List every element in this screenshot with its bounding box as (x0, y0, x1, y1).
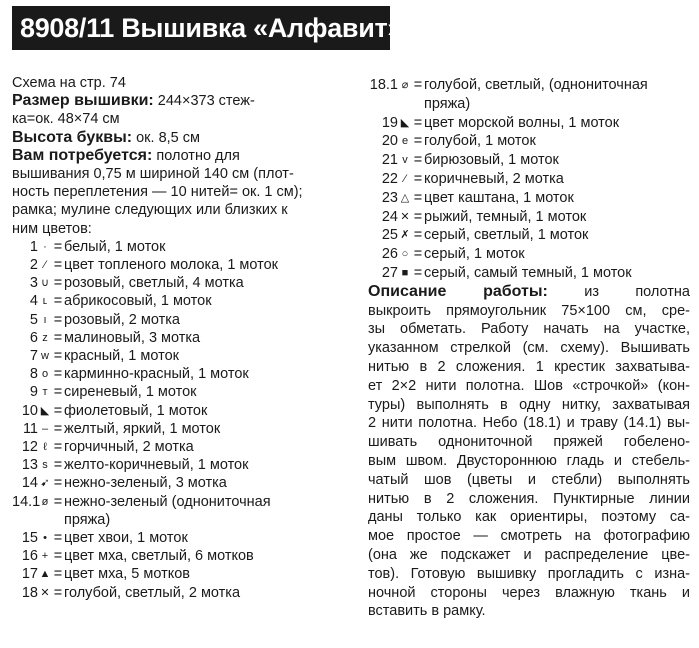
color-number: 21 (381, 152, 398, 169)
color-list-item (368, 264, 690, 283)
equals-sign: = (53, 584, 63, 601)
color-number: 11 (22, 420, 38, 437)
size-value: 244×373 стеж- (157, 93, 255, 110)
materials-line: ним цветов: (12, 220, 92, 237)
color-list-item (12, 329, 352, 347)
color-number: 13 (21, 457, 38, 474)
color-description: голубой, светлый, 2 мотка (64, 584, 241, 601)
stitch-symbol: w (41, 350, 49, 363)
color-number: 7 (29, 348, 38, 365)
stitch-symbol: – (41, 422, 49, 435)
equals-sign: = (413, 77, 423, 93)
equals-sign: = (413, 227, 423, 244)
color-number: 25 (381, 227, 398, 244)
color-description: цвет хвои, 1 моток (64, 530, 188, 547)
color-number: 2 (29, 257, 38, 274)
color-number: 18 (21, 584, 38, 601)
equals-sign: = (413, 189, 423, 206)
color-description: розовый, светлый, 4 мотка (64, 275, 244, 292)
stitch-symbol: • (43, 532, 47, 545)
stitch-symbol: ✕ (400, 210, 410, 223)
description-label: Описание работы: (368, 282, 548, 300)
color-description: малиновый, 3 мотка (64, 329, 201, 346)
color-list-item (12, 274, 352, 292)
materials-line: вышивания 0,75 м шириной 140 см (плот- (12, 166, 294, 183)
color-description: карминно-красный, 1 моток (64, 366, 249, 383)
equals-sign: = (53, 457, 63, 474)
color-description-continued: пряжа) (64, 511, 111, 528)
equals-sign: = (53, 439, 63, 456)
description-line: даны только как ориентиры, поэтому са- (368, 509, 690, 526)
letter-height-value: ок. 8,5 см (136, 129, 200, 146)
description-line (368, 283, 690, 302)
color-description: цвет мха, 5 мотков (64, 566, 190, 583)
color-number: 6 (29, 329, 38, 346)
color-list-item (12, 311, 352, 329)
color-list-item (12, 565, 352, 583)
stitch-symbol: ʟ (42, 295, 48, 308)
color-description-continued: пряжа) (424, 95, 471, 112)
description-line: зы обметать. Работу начать на участке, (368, 321, 690, 338)
stitch-symbol: ∪ (40, 277, 50, 290)
color-number: 4 (29, 293, 38, 310)
stitch-symbol: ⌀ (401, 79, 409, 91)
equals-sign: = (413, 133, 423, 150)
equals-sign: = (53, 275, 63, 292)
scheme-reference: Схема на стр. 74 (12, 75, 126, 91)
color-description: красный, 1 моток (64, 348, 180, 365)
color-description: цвет мха, светлый, 6 мотков (64, 548, 254, 565)
equals-sign: = (53, 366, 63, 383)
stitch-symbol: ı (43, 313, 47, 326)
color-description: желтый, яркий, 1 моток (64, 420, 221, 437)
color-number: 9 (29, 384, 38, 401)
color-list-item (368, 226, 690, 245)
description-line: вставить в рамку. (368, 603, 486, 620)
color-number: 10 (21, 402, 38, 419)
color-number: 22 (381, 170, 398, 187)
color-list-item (12, 438, 352, 456)
equals-sign: = (53, 293, 63, 310)
color-list-left (12, 238, 352, 602)
description-line: ет 2×2 нити полотна. Шов «строчкой» (кон- (368, 377, 690, 394)
description-line: ночной стороны через влажную ткань и (368, 584, 690, 601)
description-line: вым швом. Двустороннюю гладь и стебель- (368, 452, 690, 469)
description-line: шивать однониточной пряжей гобелено- (368, 434, 690, 451)
description-line: (она же подскажет и распределение цве- (368, 546, 690, 563)
color-list-item (12, 383, 352, 401)
color-description: цвет каштана, 1 моток (424, 189, 574, 206)
stitch-symbol: o (41, 368, 49, 381)
color-number: 20 (381, 133, 398, 150)
color-list-item (12, 347, 352, 365)
work-description (368, 283, 690, 621)
color-list-item (12, 365, 352, 383)
description-line: 2 нити полотна. Небо (18.1) и траву (14.1) вы- (368, 415, 690, 432)
equals-sign: = (53, 402, 63, 419)
color-list-item (12, 420, 352, 438)
description-line: чатый шов (цветы и стебли) выполнять (368, 471, 690, 488)
equals-sign: = (53, 566, 63, 583)
letter-height (12, 129, 352, 147)
stitch-symbol: ■ (401, 266, 409, 279)
description-line: выкроить прямоугольник 75×100 см, сре- (368, 302, 690, 319)
materials-line: рамка; мулине следующих или близких к (12, 202, 288, 219)
stitch-symbol: ✗ (400, 229, 410, 242)
color-description: желто-коричневый, 1 моток (64, 457, 249, 474)
color-description: сиреневый, 1 моток (64, 384, 197, 401)
description-line: туры) выполнять в одну нитку, захватывая (368, 396, 690, 413)
size-label: Размер вышивки: (12, 92, 154, 110)
color-list-item (12, 402, 352, 420)
equals-sign: = (413, 208, 423, 225)
color-list-item (368, 151, 690, 170)
color-description: серый, светлый, 1 моток (424, 227, 589, 244)
color-list-item (368, 189, 690, 208)
color-description: нежно-зеленый, 3 мотка (64, 475, 227, 492)
color-list-item (12, 547, 352, 565)
color-number: 1 (29, 238, 38, 255)
color-list-item (12, 474, 352, 492)
description-line: нитью в 2 сложения. 1 крестик захватыва- (368, 358, 690, 375)
color-list-item (12, 238, 352, 256)
description-line: тов). Готовую вышивку прогладить с изна- (368, 565, 690, 582)
color-description: нежно-зеленый (однониточная (64, 493, 271, 510)
stitch-symbol: ✕ (40, 586, 50, 599)
left-column (12, 74, 352, 602)
color-number: 3 (29, 275, 38, 292)
description-text: из полотна (584, 283, 690, 300)
color-description: серый, самый темный, 1 моток (424, 264, 632, 281)
stitch-symbol: ◣ (40, 404, 50, 417)
equals-sign: = (53, 329, 63, 346)
color-list-item (368, 132, 690, 151)
color-list-item (368, 76, 690, 95)
size-value-continued: ка=ок. 48×74 см (12, 111, 120, 128)
stitch-symbol: v (402, 154, 408, 167)
color-description: фиолетовый, 1 моток (64, 402, 208, 419)
color-list-item (368, 170, 690, 189)
right-column (368, 76, 690, 621)
stitch-symbol: ➹ (40, 477, 50, 490)
stitch-symbol: ⁄ (44, 259, 46, 272)
equals-sign: = (413, 264, 423, 281)
color-number: 5 (29, 311, 38, 328)
equals-sign: = (53, 348, 63, 365)
color-number: 14.1 (12, 493, 41, 510)
equals-sign: = (413, 114, 423, 131)
color-description: голубой, 1 моток (424, 133, 536, 150)
color-number: 24 (381, 208, 398, 225)
description-line: нитью в 2 сложения. Пунктирные линии (368, 490, 690, 507)
equals-sign: = (53, 384, 63, 401)
color-number: 19 (381, 114, 398, 131)
equals-sign: = (413, 170, 423, 187)
equals-sign: = (413, 152, 423, 169)
color-description: серый, 1 моток (424, 246, 525, 263)
color-list-item (12, 493, 352, 511)
materials-label: Вам потребуется: (12, 146, 153, 164)
color-list-item (12, 529, 352, 547)
equals-sign: = (53, 257, 63, 274)
equals-sign: = (53, 311, 63, 328)
color-description: белый, 1 моток (64, 238, 166, 255)
equals-sign: = (53, 238, 63, 255)
stitch-symbol: △ (400, 191, 410, 204)
color-number: 17 (21, 566, 38, 583)
color-number: 16 (21, 548, 38, 565)
color-number: 12 (21, 439, 38, 456)
stitch-symbol: e (401, 135, 409, 148)
letter-height-label: Высота буквы: (12, 128, 133, 146)
stitch-symbol: ◣ (400, 116, 410, 129)
page-title: 8908/11 Вышивка «Алфавит» (12, 6, 390, 50)
stitch-symbol: + (41, 550, 49, 563)
color-list-item (12, 584, 352, 602)
color-description: абрикосовый, 1 моток (64, 293, 212, 310)
color-number: 23 (381, 189, 398, 206)
equals-sign: = (53, 475, 63, 492)
color-description: цвет топленого молока, 1 моток (64, 257, 279, 274)
stitch-symbol: ○ (401, 248, 409, 261)
color-list-right (368, 76, 690, 283)
embroidery-size (12, 92, 352, 110)
color-list-item (368, 208, 690, 227)
color-description: цвет морской волны, 1 моток (424, 114, 620, 131)
stitch-symbol: ⁄ (404, 172, 406, 185)
stitch-symbol: s (42, 459, 48, 472)
stitch-symbol: ▲ (39, 568, 51, 581)
color-list-item (368, 245, 690, 264)
stitch-symbol: т (42, 386, 48, 399)
materials-line: ность переплетения — 10 нитей= ок. 1 см); (12, 184, 303, 201)
equals-sign: = (53, 530, 63, 547)
color-description: голубой, светлый, (однониточная (424, 77, 648, 93)
color-list-item (12, 292, 352, 310)
stitch-symbol: · (43, 240, 47, 253)
stitch-symbol: ℓ (43, 441, 47, 454)
description-line: указанном стрелкой (см. схему). Вышивать (368, 340, 690, 357)
stitch-symbol: z (42, 331, 48, 344)
color-description: рыжий, темный, 1 моток (424, 208, 587, 225)
color-description: горчичный, 2 мотка (64, 439, 194, 456)
color-number: 26 (381, 246, 398, 263)
materials-needed (12, 147, 352, 165)
materials-line: полотно для (156, 147, 240, 164)
equals-sign: = (53, 548, 63, 565)
equals-sign: = (53, 420, 63, 437)
equals-sign: = (53, 493, 63, 510)
color-list-item (368, 114, 690, 133)
color-number: 18.1 (369, 77, 398, 93)
color-number: 14 (21, 475, 38, 492)
color-number: 15 (21, 530, 38, 547)
color-number: 8 (29, 366, 38, 383)
description-line: мое простое — смотреть на фотографию (368, 528, 690, 545)
equals-sign: = (413, 246, 423, 263)
color-number: 27 (381, 264, 398, 281)
color-description: коричневый, 2 мотка (424, 170, 564, 187)
color-list-item (12, 456, 352, 474)
color-description: розовый, 2 мотка (64, 311, 180, 328)
stitch-symbol: ø (41, 495, 49, 508)
color-list-item (12, 256, 352, 274)
color-description: бирюзовый, 1 моток (424, 152, 559, 169)
